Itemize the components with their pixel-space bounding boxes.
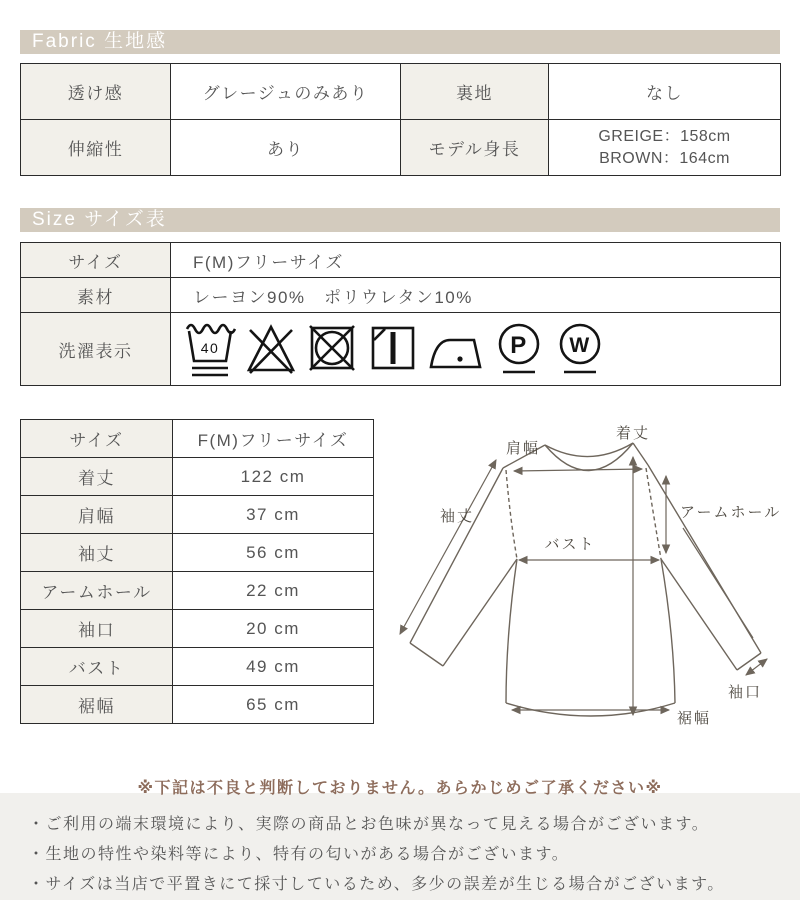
table-row xyxy=(21,64,781,120)
table-row xyxy=(21,120,781,176)
care-symbols xyxy=(171,317,780,381)
notes-panel xyxy=(0,793,800,900)
diagram-label-length: 着丈 xyxy=(615,425,651,442)
measurements-table xyxy=(20,419,374,724)
size-section-header: Size サイズ表 xyxy=(20,208,780,232)
measure-header-label: サイズ xyxy=(21,420,173,458)
fabric-value-stretch: あり xyxy=(171,120,401,176)
line-dry-in-shade-icon xyxy=(367,317,419,381)
size-table xyxy=(20,242,781,386)
diagram-label-sleeve: 袖丈 xyxy=(439,508,475,525)
garment-measure-diagram xyxy=(393,413,793,748)
table-row xyxy=(21,496,374,534)
table-row xyxy=(21,648,374,686)
fabric-label-stretch: 伸縮性 xyxy=(21,120,171,176)
measure-label-armhole: アームホール xyxy=(21,572,173,610)
note-item-color: ・ご利用の端末環境により、実際の商品とお色味が異なって見える場合がございます。 xyxy=(28,816,710,833)
garment-outline xyxy=(410,443,761,716)
measure-value-bust: 49 cm xyxy=(173,648,374,686)
material-value: レーヨン90% ポリウレタン10% xyxy=(171,278,781,313)
table-row xyxy=(21,458,374,496)
table-row xyxy=(21,313,781,386)
size-value: F(M)フリーサイズ xyxy=(171,243,781,278)
dimension-arrows xyxy=(400,457,767,715)
measure-label-bust: バスト xyxy=(21,648,173,686)
svg-text:40: 40 xyxy=(200,340,220,356)
fabric-value-sheerness: グレージュのみあり xyxy=(171,64,401,120)
measure-label-length: 着丈 xyxy=(21,458,173,496)
note-item-size-error: ・サイズは当店で平置きにて採寸しているため、多少の誤差が生じる場合がございます。 xyxy=(28,876,725,893)
table-row xyxy=(21,243,781,278)
size-label: サイズ xyxy=(21,243,171,278)
measure-header-value: F(M)フリーサイズ xyxy=(173,420,374,458)
note-item-smell: ・生地の特性や染料等により、特有の匂いがある場合がございます。 xyxy=(28,846,570,863)
table-row xyxy=(21,610,374,648)
wet-clean-w-gentle-icon xyxy=(554,317,606,381)
measure-value-sleeve: 56 cm xyxy=(173,534,374,572)
dry-clean-p-gentle-icon xyxy=(493,317,545,381)
diagram-label-armhole: アームホール xyxy=(680,504,782,521)
wash-40-very-gentle-icon xyxy=(184,317,236,381)
diagram-label-hem: 裾幅 xyxy=(677,710,712,727)
table-row xyxy=(21,572,374,610)
fabric-label-sheerness: 透け感 xyxy=(21,64,171,120)
measure-value-cuff: 20 cm xyxy=(173,610,374,648)
fabric-label-lining: 裏地 xyxy=(401,64,549,120)
do-not-tumble-dry-icon xyxy=(306,317,358,381)
fabric-label-model-height: モデル身長 xyxy=(401,120,549,176)
diagram-label-cuff: 袖口 xyxy=(727,684,763,701)
diagram-label-bust: バスト xyxy=(544,536,596,553)
measure-label-cuff: 袖口 xyxy=(21,610,173,648)
do-not-bleach-icon xyxy=(245,317,297,381)
measure-value-shoulder: 37 cm xyxy=(173,496,374,534)
measure-label-hem: 裾幅 xyxy=(21,686,173,724)
fabric-section-header: Fabric 生地感 xyxy=(20,30,780,54)
measure-label-shoulder: 肩幅 xyxy=(21,496,173,534)
fabric-value-lining: なし xyxy=(549,64,781,120)
table-row xyxy=(21,686,374,724)
fabric-value-model-height xyxy=(549,120,781,176)
diagram-label-shoulder: 肩幅 xyxy=(505,440,541,457)
model-height-greige: GREIGE：158cm xyxy=(598,127,731,145)
fabric-table xyxy=(20,63,781,176)
svg-text:P: P xyxy=(510,332,528,359)
measure-value-armhole: 22 cm xyxy=(173,572,374,610)
measure-value-length: 122 cm xyxy=(173,458,374,496)
svg-text:W: W xyxy=(569,334,591,357)
model-height-brown: BROWN：164cm xyxy=(599,149,730,167)
material-label: 素材 xyxy=(21,278,171,313)
table-row xyxy=(21,278,781,313)
diagram-labels xyxy=(440,425,781,727)
iron-low-temp-icon xyxy=(428,317,484,381)
table-row xyxy=(21,420,374,458)
notes-title: ※下記は不良と判断しておりません。あらかじめご了承ください※ xyxy=(137,780,663,797)
table-row xyxy=(21,534,374,572)
care-label: 洗濯表示 xyxy=(21,313,171,386)
measure-value-hem: 65 cm xyxy=(173,686,374,724)
measure-label-sleeve: 袖丈 xyxy=(21,534,173,572)
